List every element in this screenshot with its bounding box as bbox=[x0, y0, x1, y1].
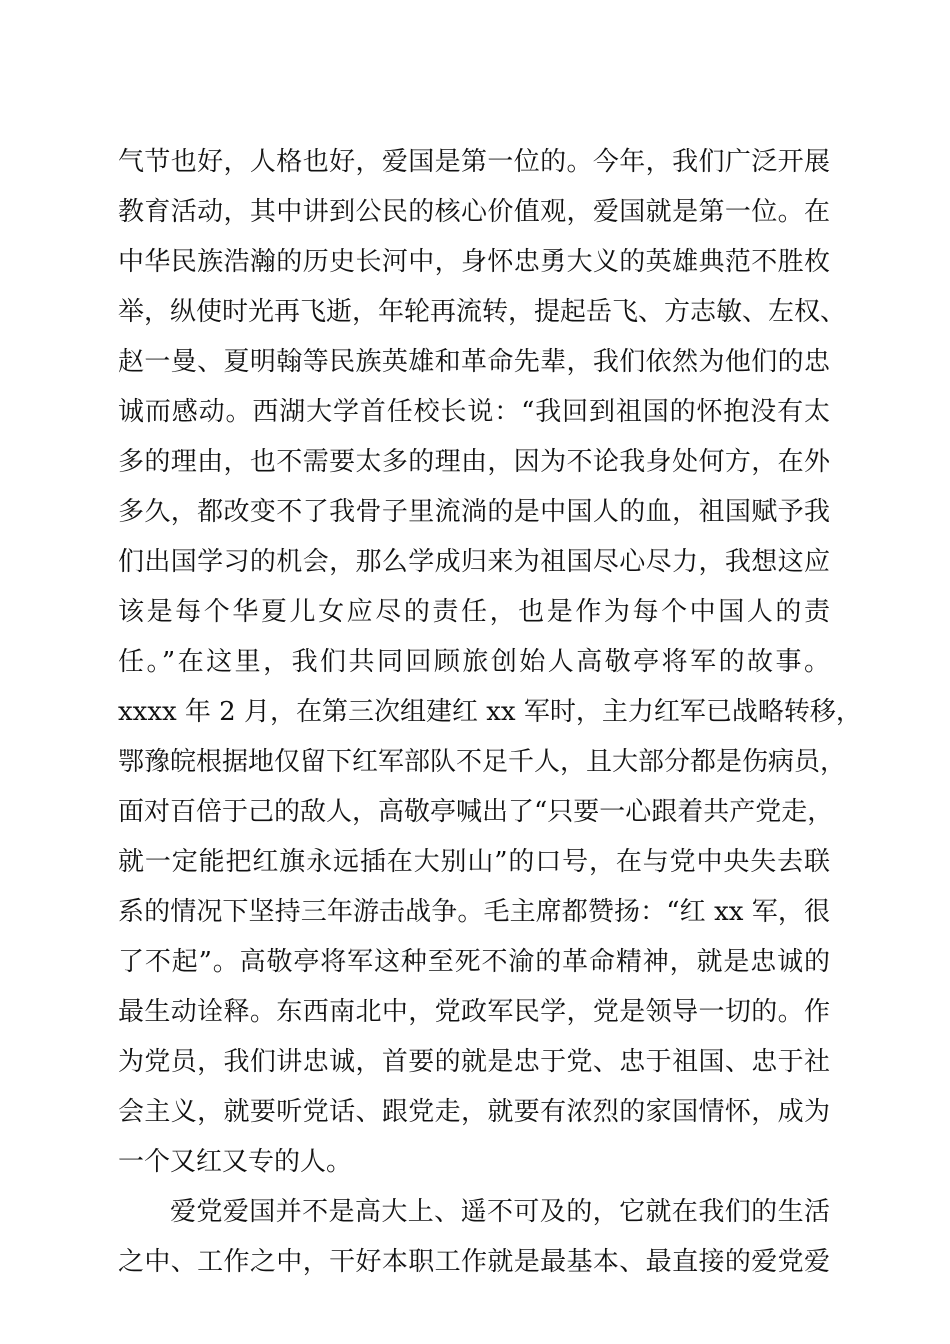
text-line: 任。”在这里，我们共同回顾旅创始人高敬亭将军的故事。 bbox=[118, 647, 830, 677]
text-line: 了不起”。高敬亭将军这种至死不渝的革命精神，就是忠诚的 bbox=[118, 947, 830, 977]
text-line: 气节也好，人格也好，爱国是第一位的。今年，我们广泛开展 bbox=[118, 147, 830, 177]
text-line: 举，纵使时光再飞逝，年轮再流转，提起岳飞、方志敏、左权、 bbox=[118, 297, 847, 327]
text-line: 系的情况下坚持三年游击战争。毛主席都赞扬：“红 xx 军，很 bbox=[118, 897, 830, 927]
text-line: 之中、工作之中，干好本职工作就是最基本、最直接的爱党爱 bbox=[118, 1247, 830, 1277]
text-line: 为党员，我们讲忠诚，首要的就是忠于党、忠于祖国、忠于社 bbox=[118, 1047, 830, 1077]
text-line: 面对百倍于己的敌人，高敬亭喊出了“只要一心跟着共产党走， bbox=[118, 797, 834, 827]
text-line: xxxx 年 2 月，在第三次组建红 xx 军时，主力红军已战略转移， bbox=[118, 697, 862, 727]
text-line: 们出国学习的机会，那么学成归来为祖国尽心尽力，我想这应 bbox=[118, 547, 830, 577]
text-line: 多久，都改变不了我骨子里流淌的是中国人的血，祖国赋予我 bbox=[118, 497, 830, 527]
text-line: 该是每个华夏儿女应尽的责任，也是作为每个中国人的责 bbox=[118, 597, 830, 627]
text-line: 诚而感动。西湖大学首任校长说：“我回到祖国的怀抱没有太 bbox=[118, 397, 830, 427]
text-line: 就一定能把红旗永远插在大别山”的口号，在与党中央失去联 bbox=[118, 847, 830, 877]
text-line: 中华民族浩瀚的历史长河中，身怀忠勇大义的英雄典范不胜枚 bbox=[118, 247, 830, 277]
text-line: 教育活动，其中讲到公民的核心价值观，爱国就是第一位。在 bbox=[118, 197, 830, 227]
text-line: 赵一曼、夏明翰等民族英雄和革命先辈，我们依然为他们的忠 bbox=[118, 347, 830, 377]
text-line: 最生动诠释。东西南北中，党政军民学，党是领导一切的。作 bbox=[118, 997, 830, 1027]
text-line: 一个又红又专的人。 bbox=[118, 1147, 353, 1177]
text-line: 会主义，就要听党话、跟党走，就要有浓烈的家国情怀，成为 bbox=[118, 1097, 830, 1127]
text-line: 多的理由，也不需要太多的理由，因为不论我身处何方，在外 bbox=[118, 447, 830, 477]
text-line: 鄂豫皖根据地仅留下红军部队不足千人，且大部分都是伤病员， bbox=[118, 747, 847, 777]
paragraph-first-line: 爱党爱国并不是高大上、遥不可及的，它就在我们的生活 bbox=[170, 1197, 830, 1227]
